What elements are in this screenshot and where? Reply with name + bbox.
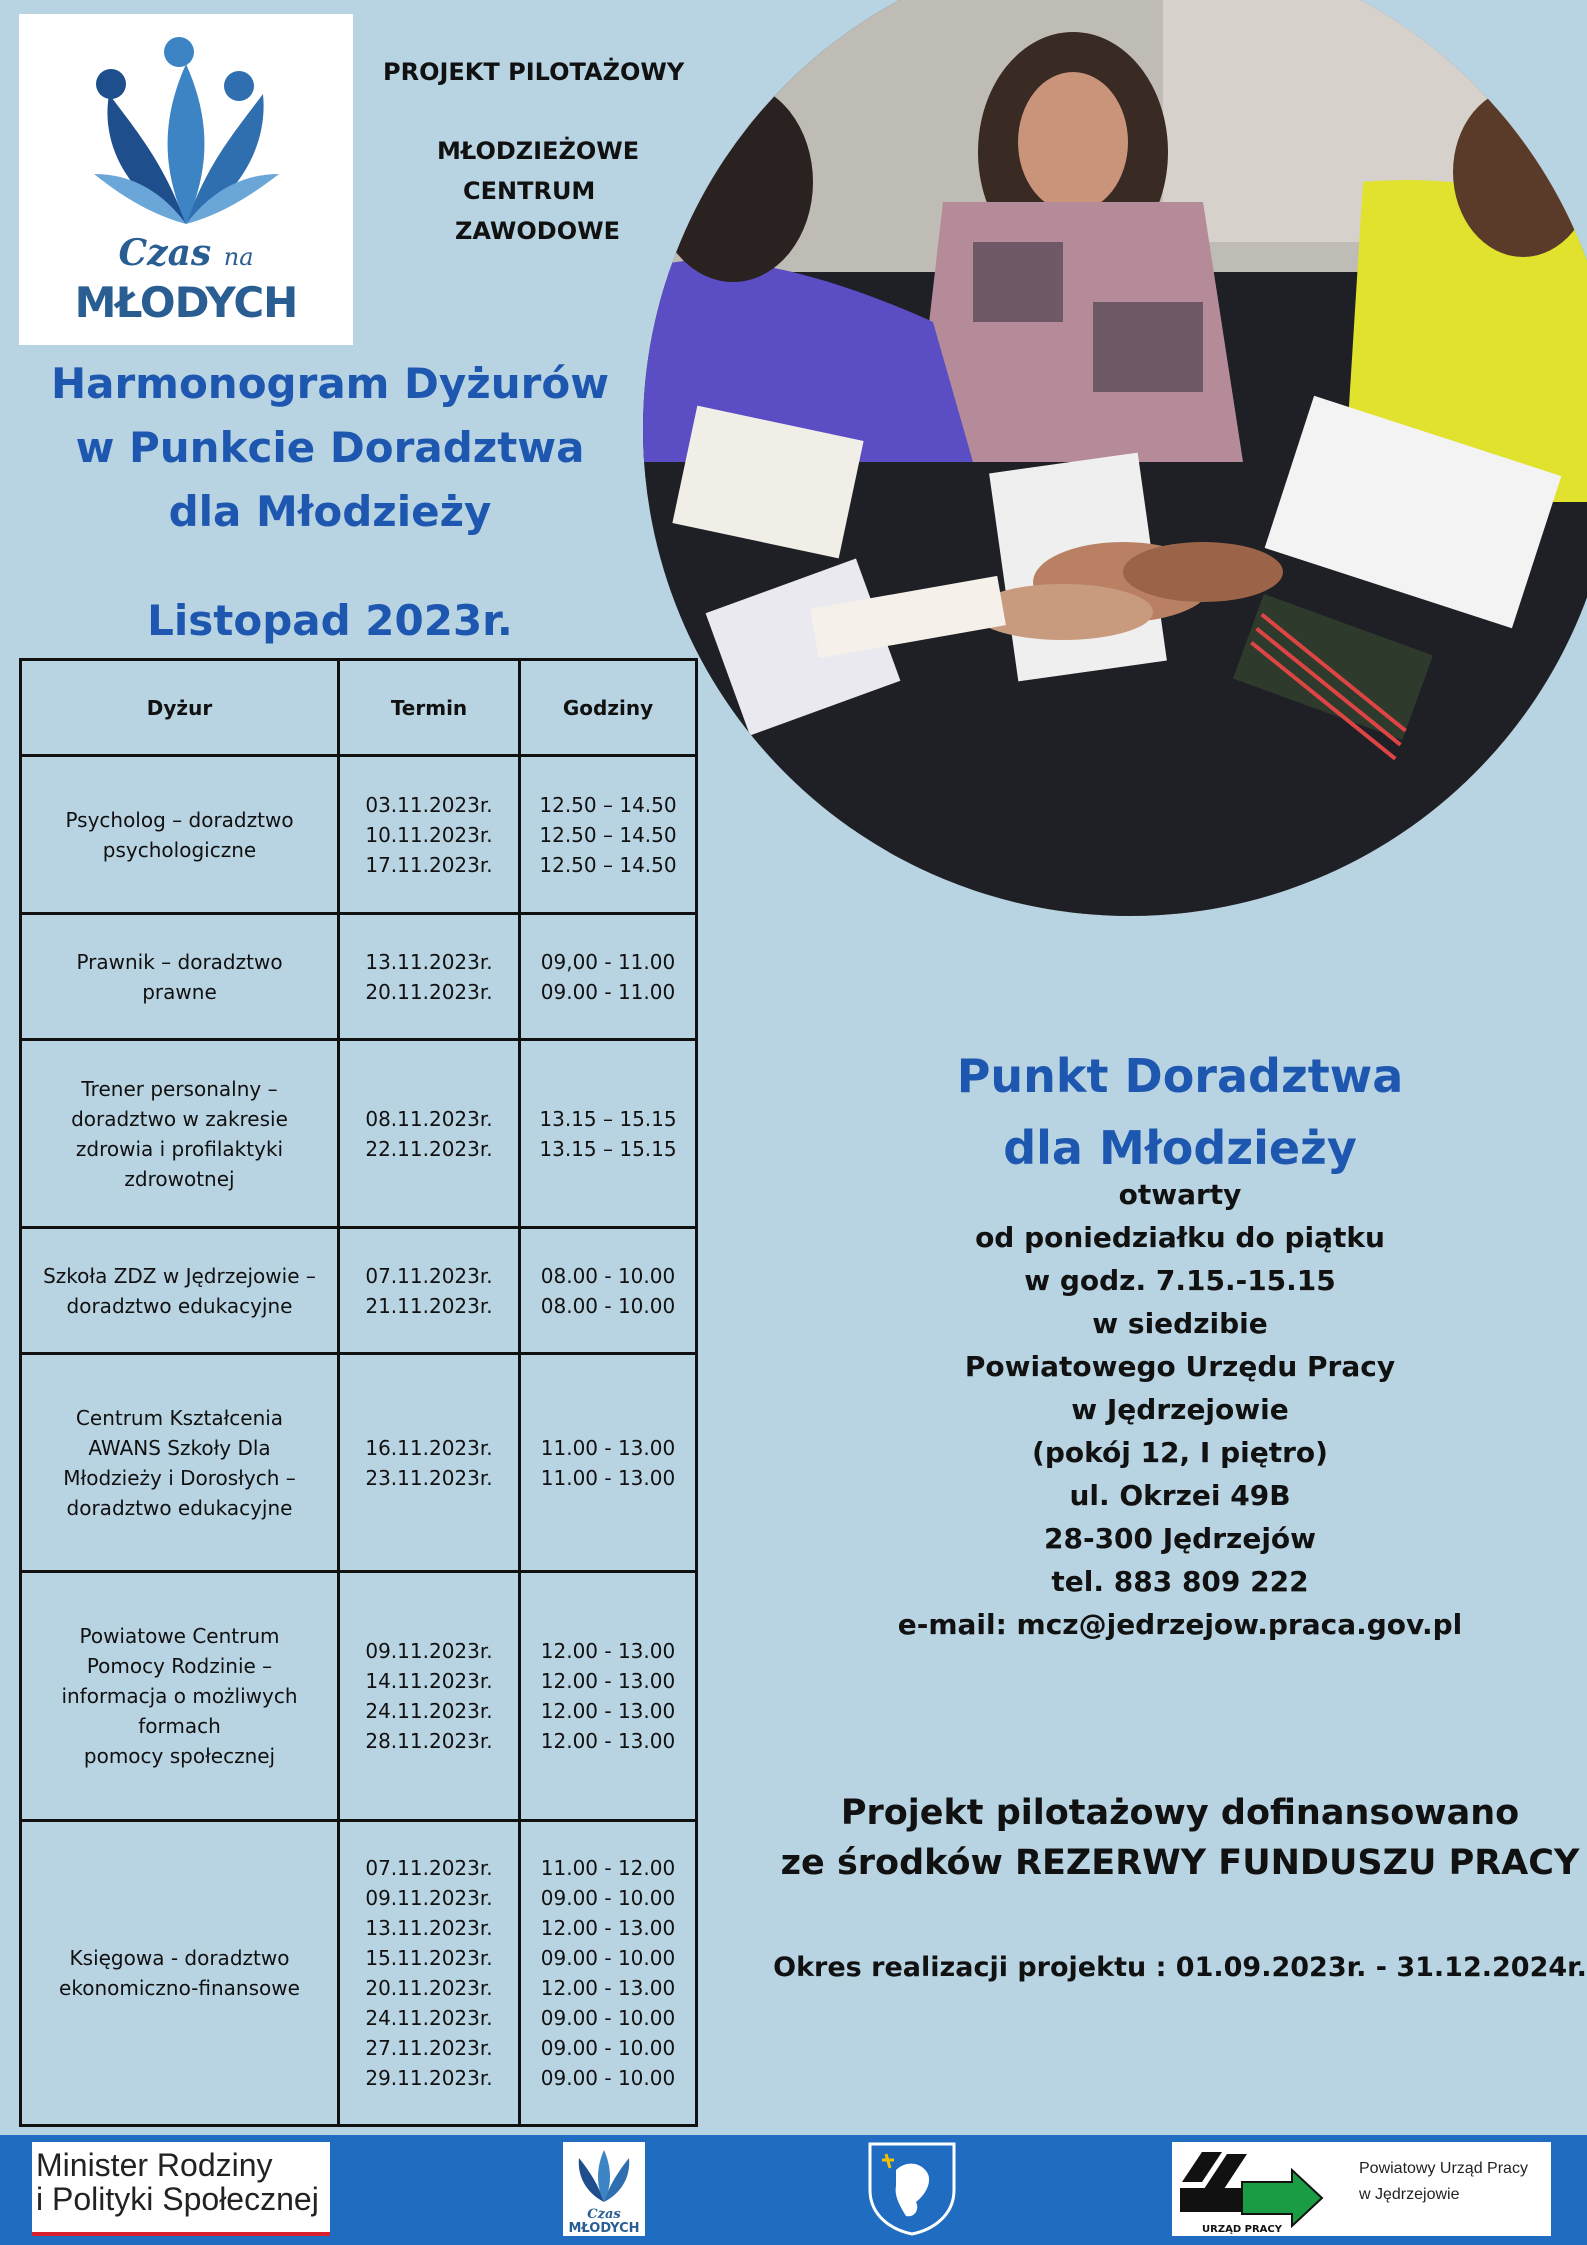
hours-cell: 12.50 – 14.50 12.50 – 14.50 12.50 – 14.50	[520, 756, 697, 914]
table-row	[21, 914, 697, 1040]
table-row	[21, 1228, 697, 1354]
team-hands-photo	[643, 0, 1587, 916]
dates-cell: 13.11.2023r. 20.11.2023r.	[339, 914, 520, 1040]
county-crest-icon	[866, 2140, 958, 2236]
duty-cell: Prawnik – doradztwo prawne	[21, 914, 339, 1040]
duty-cell: Powiatowe Centrum Pomocy Rodzinie – informacja o możliwych formach pomocy społecznej	[21, 1572, 339, 1821]
table-header-row	[21, 660, 697, 756]
dates-cell: 16.11.2023r. 23.11.2023r.	[339, 1354, 520, 1572]
hours-cell: 09,00 - 11.00 09.00 - 11.00	[520, 914, 697, 1040]
schedule-table	[19, 658, 698, 2127]
hours-cell: 11.00 - 12.00 09.00 - 10.00 12.00 - 13.00 09.00 - 10.00 12.00 - 13.00 09.00 - 10.00 09.00 - 10.00 09.00 - 10.00	[520, 1821, 697, 2126]
hours-cell: 08.00 - 10.00 08.00 - 10.00	[520, 1228, 697, 1354]
duty-cell: Centrum Kształcenia AWANS Szkoły Dla Młodzieży i Dorosłych – doradztwo edukacyjne	[21, 1354, 339, 1572]
punkt-details: otwarty od poniedziałku do piątku w godz. 7.15.-15.15 w siedzibie Powiatowego Urzędu Pracy w Jędrzejowie (pokój 12, I piętro) ul. Okrzei 49B 28-300 Jędrzejów tel. 883 809 222 e-mail: mcz@jedrzejow.praca.gov.pl	[880, 1173, 1480, 1646]
urzad-pracy-logo	[1172, 2142, 1339, 2236]
duty-cell: Trener personalny – doradztwo w zakresie zdrowia i profilaktyki zdrowotnej	[21, 1040, 339, 1228]
czas-na-mlodych-small-logo	[563, 2142, 645, 2236]
table-row	[21, 756, 697, 914]
funding-note: Projekt pilotażowy dofinansowano ze środków REZERWY FUNDUSZU PRACY	[780, 1793, 1580, 1883]
month-heading: Listopad 2023r.	[147, 596, 513, 645]
header-hours: Godziny	[520, 660, 697, 756]
project-period: Okres realizacji projektu : 01.09.2023r. - 31.12.2024r.	[773, 1952, 1587, 1983]
email-text: e-mail: mcz@jedrzejow.praca.gov.pl	[897, 1608, 1463, 1641]
dates-cell: 07.11.2023r. 21.11.2023r.	[339, 1228, 520, 1354]
hours-cell: 13.15 – 15.15 13.15 – 15.15	[520, 1040, 697, 1228]
mcz-line3: ZAWODOWE	[455, 217, 620, 245]
mcz-line2: CENTRUM	[463, 177, 596, 205]
header-duty: Dyżur	[21, 660, 339, 756]
people-leaves-icon	[79, 34, 293, 234]
table-row	[21, 1572, 697, 1821]
hours-cell: 12.00 - 13.00 12.00 - 13.00 12.00 - 13.00 12.00 - 13.00	[520, 1572, 697, 1821]
dates-cell: 07.11.2023r. 09.11.2023r. 13.11.2023r. 15.11.2023r. 20.11.2023r. 24.11.2023r. 27.11.2023r. 29.11.2023r.	[339, 1821, 520, 2126]
dates-cell: 08.11.2023r. 22.11.2023r.	[339, 1040, 520, 1228]
dates-cell: 09.11.2023r. 14.11.2023r. 24.11.2023r. 28.11.2023r.	[339, 1572, 520, 1821]
small-logo-czas-text: Czas	[587, 2207, 621, 2222]
dates-cell: 03.11.2023r. 10.11.2023r. 17.11.2023r.	[339, 756, 520, 914]
table-row	[21, 1040, 697, 1228]
punkt-heading: Punkt Doradztwa dla Młodzieży	[956, 1049, 1404, 1175]
duty-cell: Księgowa - doradztwo ekonomiczno-finansowe	[21, 1821, 339, 2126]
mcz-line1: MŁODZIEŻOWE	[437, 137, 640, 165]
project-pilot-label: PROJEKT PILOTAŻOWY	[383, 58, 685, 86]
minister-logo: Minister Rodziny i Polityki Społecznej	[32, 2142, 330, 2236]
urzad-pracy-text: URZĄD PRACY	[1202, 2224, 1282, 2235]
duty-cell: Szkoła ZDZ w Jędrzejowie – doradztwo edukacyjne	[21, 1228, 339, 1354]
table-row	[21, 1821, 697, 2126]
hours-cell: 11.00 - 13.00 11.00 - 13.00	[520, 1354, 697, 1572]
pup-label: Powiatowy Urząd Pracy w Jędrzejowie	[1339, 2142, 1551, 2236]
duty-cell: Psycholog – doradztwo psychologiczne	[21, 756, 339, 914]
small-logo-mlodych-text: MŁODYCH	[568, 2221, 640, 2236]
header-date: Termin	[339, 660, 520, 756]
table-row	[21, 1354, 697, 1572]
czas-na-mlodych-logo: Czas na MŁODYCH	[19, 14, 353, 345]
page-title: Harmonogram Dyżurów w Punkcie Doradztwa dla Młodzieży	[50, 359, 610, 536]
